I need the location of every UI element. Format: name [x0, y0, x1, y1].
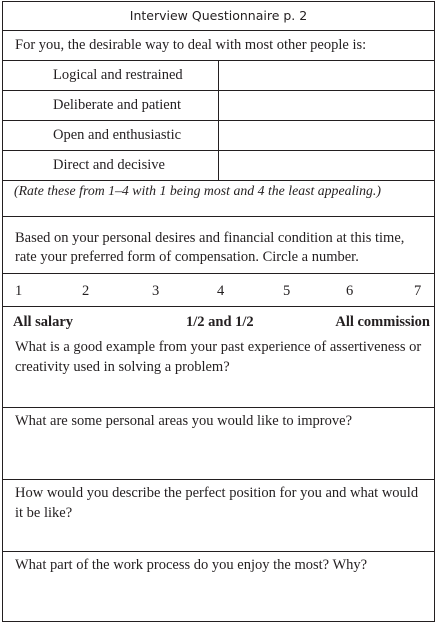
question-text: What are some personal areas you would like to improve? [15, 413, 353, 429]
scale-label-salary: All salary [13, 314, 74, 330]
compensation-scale-labels [3, 307, 434, 334]
scale-label-split: 1/2 and 1/2 [186, 314, 254, 330]
option-label: Direct and decisive [3, 151, 219, 180]
option-row [3, 121, 434, 151]
answer-field[interactable] [15, 525, 422, 541]
option-row [3, 91, 434, 121]
option-label: Deliberate and patient [3, 91, 219, 120]
question-text: What is a good example from your past experience of assertiveness or creativity used in solving a problem? [15, 339, 422, 375]
questionnaire-form [2, 1, 435, 622]
open-question [3, 334, 434, 408]
open-question [3, 552, 434, 621]
option-label: Open and enthusiastic [3, 121, 219, 150]
open-question [3, 408, 434, 480]
rating-blank[interactable] [219, 91, 434, 120]
question-text: What part of the work process do you enjoy the most? Why? [15, 557, 368, 573]
rating-input[interactable] [219, 151, 434, 180]
answer-field[interactable] [15, 433, 422, 465]
answer-field[interactable] [15, 379, 422, 395]
scale-number[interactable]: 5 [283, 283, 291, 299]
scale-number[interactable]: 1 [15, 283, 23, 299]
question-dealing-style: For you, the desirable way to deal with most other people is: [3, 31, 434, 61]
scale-label-commission: All commission [335, 314, 430, 330]
rating-input[interactable] [219, 121, 434, 150]
scale-number[interactable]: 3 [152, 283, 160, 299]
option-row [3, 61, 434, 91]
scale-number[interactable]: 7 [414, 283, 422, 299]
rating-blank[interactable] [219, 151, 434, 180]
option-label: Logical and restrained [3, 61, 219, 90]
scale-number[interactable]: 4 [217, 283, 225, 299]
rating-blank[interactable] [219, 61, 434, 90]
question-compensation: Based on your personal desires and financial condition at this time, rate your preferred form of compensation. Circle a number. [3, 217, 434, 274]
question-text: How would you describe the perfect position for you and what would it be like? [15, 485, 419, 521]
page-title: Interview Questionnaire p. 2 [3, 2, 434, 31]
option-row [3, 151, 434, 181]
scale-number[interactable]: 2 [82, 283, 90, 299]
rating-instructions: (Rate these from 1–4 with 1 being most and 4 the least appealing.) [3, 181, 434, 217]
answer-field[interactable] [15, 577, 422, 609]
rating-input[interactable] [219, 61, 434, 90]
scale-number[interactable]: 6 [346, 283, 354, 299]
compensation-scale [3, 274, 434, 307]
rating-input[interactable] [219, 91, 434, 120]
rating-blank[interactable] [219, 121, 434, 150]
open-question [3, 480, 434, 552]
